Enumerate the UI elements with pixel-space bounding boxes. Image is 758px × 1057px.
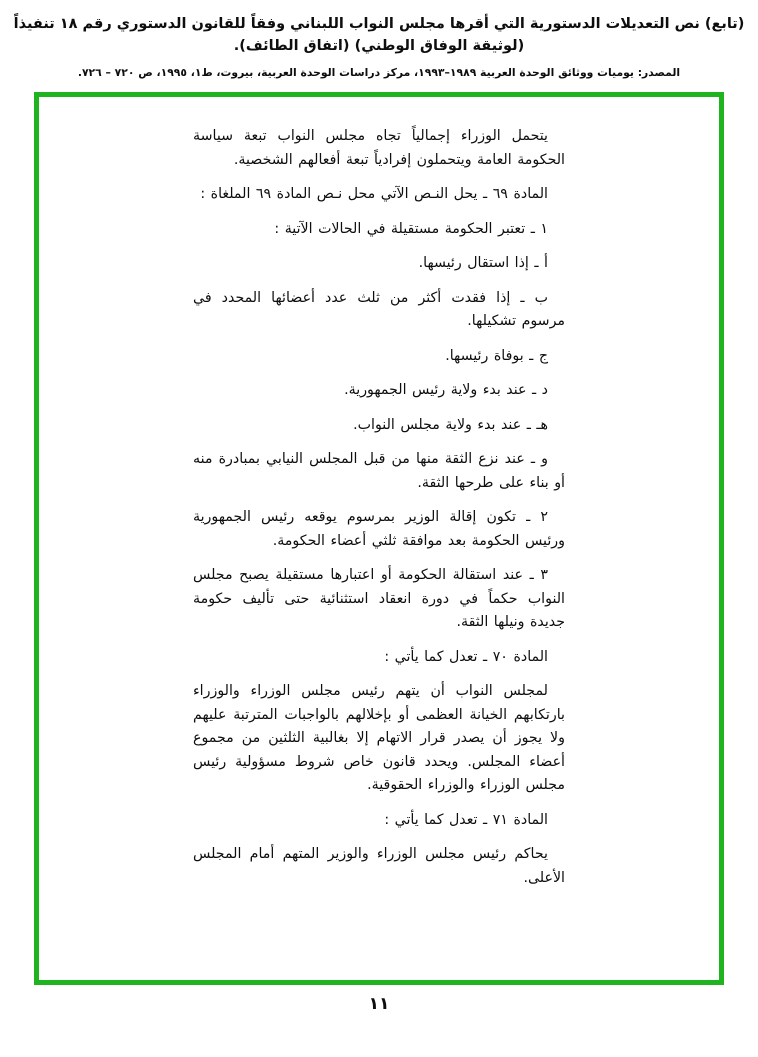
list-item-b: ب ـ إذا فقدت أكثر من ثلث عدد أعضائها المحدد في مرسوم تشكيلها. (193, 289, 565, 329)
list-item-h: هـ ـ عند بدء ولاية مجلس النواب. (353, 416, 548, 433)
page-header-title: (تابع) نص التعديلات الدستورية التي أقرها مجلس النواب اللبناني وفقاً للقانون الدستوري رقم ١٨ تنفيذاً (لوثيقة الوفاق الوطني) (اتفاق الطائف). (13, 16, 745, 54)
article-71-heading: المادة ٧١ ـ تعدل كما يأتي : (384, 811, 548, 828)
list-item-j: ج ـ بوفاة رئيسها. (445, 347, 548, 364)
article-70-heading: المادة ٧٠ ـ تعدل كما يأتي : (384, 648, 548, 665)
article-69-heading: المادة ٦٩ ـ يحل النـص الآتي محل نـص المادة ٦٩ الملغاة : (200, 186, 548, 202)
list-item-w: و ـ عند نزع الثقة منها من قبل المجلس النيابي بمبادرة منه أو بناء على طرحها الثقة. (193, 451, 565, 491)
body-paragraph: يحاكم رئيس مجلس الوزراء والوزير المتهم أمام المجلس الأعلى. (193, 846, 565, 886)
body-paragraph: ١ ـ تعتبر الحكومة مستقيلة في الحالات الآتية : (274, 220, 548, 237)
content-frame (34, 92, 724, 985)
source-citation: المصدر: يوميات ووثائق الوحدة العربية ١٩٨٩–١٩٩٣، مركز دراسات الوحدة العربية، بيروت، ط١، ١٩٩٥، ص ٧٢٠ – ٧٢٦. (77, 66, 681, 79)
body-paragraph: لمجلس النواب أن يتهم رئيس مجلس الوزراء والوزراء بارتكابهم الخيانة العظمى أو بإخلالهم بالواجبات المترتبة عليهم ولا يجوز أن يصدر قرار الاتهام إلا بغالبية الثلثين من مجموع أعضاء المجلس. ويحدد قانون خاص شروط مسؤولية رئيس مجلس الوزراء والوزراء الحقوقية. (193, 683, 565, 793)
body-paragraph: يتحمل الوزراء إجمالياً تجاه مجلس النواب تبعة سياسة الحكومة العامة ويتحملون إفرادياً تبعة أفعالهم الشخصية. (193, 128, 565, 168)
list-item-a: أ ـ إذا استقال رئيسها. (418, 255, 548, 271)
body-paragraph: ٢ ـ تكون إقالة الوزير بمرسوم يوقعه رئيس الجمهورية ورئيس الحكومة بعد موافقة ثلثي أعضاء الحكومة. (193, 509, 565, 549)
list-item-d: د ـ عند بدء ولاية رئيس الجمهورية. (344, 382, 548, 398)
body-paragraph: ٣ ـ عند استقالة الحكومة أو اعتبارها مستقيلة يصبح مجلس النواب حكماً في دورة انعقاد استثنائية حتى تأليف حكومة جديدة ونيلها الثقة. (193, 567, 565, 630)
document-body (193, 125, 565, 890)
page-number: ١١ (368, 994, 390, 1014)
